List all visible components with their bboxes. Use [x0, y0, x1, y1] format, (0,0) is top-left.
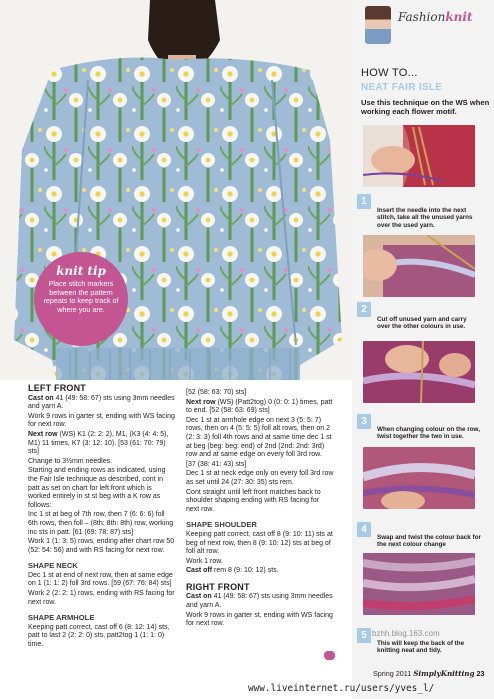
step-5-number: 5: [357, 628, 371, 643]
pattern-column-right: [186, 389, 334, 630]
shape-armhole-castoff: Keeping patt correct, cast off 6 (8: 12: 14) sts, patt to last 2 (2: 2: 0) sts, patt2tog 1 (1: 1: 0) time.: [28, 623, 170, 649]
armhole-sts: [52 (58: 63: 70) sts]: [186, 389, 247, 396]
step-4-caption: Swap and twist the colour back for the next colour change: [377, 534, 481, 549]
right-front-garter: Work 9 rows in garter st, ending with WS facing for next row.: [186, 611, 333, 628]
armhole-dec: Dec 1 st at armhole edge on next 3 (5: 5: 7) rows, then on 4 (5: 5: 5) foll alt rows, then on 2 (2: 3: 3) foll 4th rows and at same time dec 1 st at beg (beg: beg: end) of 2nd (2nd: 2nd: 3rd) row and at same edge on every foll 3rd row.: [186, 416, 332, 459]
armhole-next-row: Next row (WS) (Patt2tog) 0 (0: 0: 1) times, patt to end. [52 (58: 63: 69) sts]: [186, 398, 333, 415]
section-brand: Fashionknit: [398, 10, 473, 24]
step-2-number: 2: [357, 302, 371, 317]
left-front-inc: Inc 1 st at beg of 7th row, then 7 (6: 6: 6) foll 6th rows, then foll – (8th: 8th: 8th) row, working inc sts in patt. [61 (69: 78: 87) sts]: [28, 511, 174, 536]
left-front-heading: LEFT FRONT: [28, 383, 86, 393]
how-to-heading: HOW TO...: [361, 67, 418, 79]
cont-straight: Cont straight until left front matches back to shoulder shaping ending with RS facing for next row.: [186, 488, 321, 513]
step-3-number: 3: [357, 414, 371, 429]
step-1-photo: [363, 125, 475, 187]
left-front-garter: Work 9 rows in garter st, ending with WS facing for next row.: [28, 412, 175, 429]
armhole-sts-2: [37 (38: 41: 43) sts]: [186, 460, 247, 468]
step-2-photo: [363, 235, 475, 297]
continue-marker: [324, 651, 335, 660]
shape-neck-heading: SHAPE NECK: [28, 561, 78, 571]
source-watermark: www.liveinternet.ru/users/yves_l/: [248, 683, 435, 694]
shoulder-work: Work 1 row.: [186, 557, 223, 565]
left-front-cast-on: Cast on 41 (49: 58: 67) sts using 3mm needles and yarn A.: [28, 394, 175, 411]
blog-watermark: bzhh.blog.163.com: [372, 629, 440, 638]
step-3-caption: When changing colour on the row, twist together the two in use.: [377, 426, 480, 441]
shoulder-final: Cast off rem 8 (9: 10: 12) sts.: [186, 567, 279, 575]
step-4-number: 4: [357, 522, 371, 537]
step-3-photo: [363, 341, 475, 403]
shape-shoulder-heading: SHAPE SHOULDER: [186, 520, 257, 530]
left-front-work: Work 1 (1: 3: 5) rows, ending after chart row 50 (52: 54: 56) and with RS facing for next row.: [28, 538, 175, 554]
right-front-cast-on: Cast on 41 (49: 58: 67) sts using 3mm needles and yarn A.: [186, 593, 333, 610]
step-1-caption: Insert the needle into the next stitch, take all the unused yarns over the used yarn.: [377, 207, 473, 229]
left-front-chart: Starting and ending rows as indicated, using the Fair Isle technique as described, cont in patt as set on chart for left front which is worked entirely in st st beg with a K row as follows:: [28, 467, 166, 509]
left-front-next-row: Next row (WS) K1 (2: 2: 2), M1, (K3 (4: 4: 5), M1) 11 times, K7 (3: 12: 10). [53 (61: 70: 79) sts]: [28, 430, 169, 456]
step-4-photo: [363, 447, 475, 509]
knit-tip-text: Place stitch markers between the pattern repeats to keep track of where you are.: [43, 279, 119, 314]
author-avatar: [365, 6, 391, 44]
knit-tip-title: knit tip: [56, 264, 106, 278]
issue-label: Spring 2011: [373, 669, 412, 678]
step-1-number: 1: [357, 194, 371, 209]
page-number: 23: [476, 669, 485, 678]
neck-edge-dec: Dec 1 st at neck edge only on every foll 3rd row as set until 24 (27: 30: 35) sts rem.: [186, 470, 334, 486]
right-front-heading: RIGHT FRONT: [186, 581, 250, 592]
page-footer: [373, 669, 485, 678]
step-2-caption: Cut off unused yarn and carry over the other colours in use.: [377, 316, 467, 331]
step-5-caption: This will keep the back of the knitting neat and tidy.: [377, 640, 465, 655]
shoulder-castoff: Keeping patt correct, cast off 8 (9: 10: 11) sts at beg of next row, then 8 (9: 10: 12) sts at beg of foll alt row.: [186, 530, 333, 556]
magazine-name: SimplyKnitting: [413, 669, 475, 678]
pattern-column-left: [28, 384, 176, 651]
shape-neck-dec: Dec 1 st at end of next row, then at same edge on 1 (1: 1: 2) foll 3rd rows. [59 (67: 76: 84) sts]: [28, 571, 173, 588]
left-front-needles: Change to 3½mm needles.: [28, 457, 113, 465]
step-5-photo: [363, 553, 475, 615]
how-to-subtitle: NEAT FAIR ISLE: [361, 82, 443, 93]
shape-armhole-heading: SHAPE ARMHOLE: [28, 613, 95, 623]
shape-neck-work: Work 2 (2: 2: 1) rows, ending with RS facing for next row.: [28, 590, 175, 606]
how-to-intro: Use this technique on the WS when working each flower motif.: [361, 98, 490, 116]
knit-tip-badge: [34, 252, 128, 346]
